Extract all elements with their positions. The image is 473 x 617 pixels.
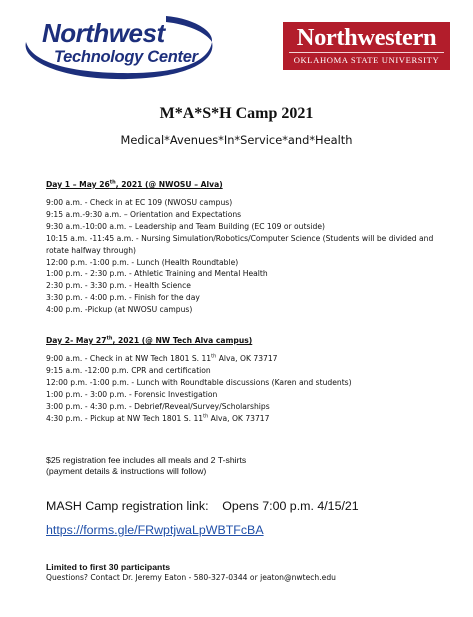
day1-heading-suffix: , 2021 (@ NWOSU – Alva) bbox=[115, 180, 223, 189]
list-item: 12:00 p.m. -1:00 p.m. - Lunch with Roundtable discussions (Karen and students) bbox=[46, 377, 352, 387]
logo-divider bbox=[289, 52, 444, 53]
logo-line-northwest: Northwest bbox=[42, 18, 165, 48]
list-item: 3:00 p.m. - 4:30 p.m. - Debrief/Reveal/Survey/Scholarships bbox=[46, 401, 270, 411]
participant-limit: Limited to first 30 participants bbox=[46, 562, 171, 572]
northwest-technology-center-logo bbox=[16, 12, 221, 87]
list-item: rotate halfway through) bbox=[46, 245, 136, 255]
logo-line-technology-center: Technology Center bbox=[54, 48, 198, 66]
list-item: 9:15 a.m.-9:30 a.m. – Orientation and Expectations bbox=[46, 209, 242, 219]
northwestern-logo bbox=[283, 22, 450, 70]
registration-opens: Opens 7:00 p.m. 4/15/21 bbox=[222, 499, 359, 513]
fee-line-1: $25 registration fee includes all meals and 2 T-shirts bbox=[46, 455, 247, 465]
day2-item1-suffix: Alva, OK 73717 bbox=[216, 354, 278, 363]
logo-line-northwestern: Northwestern bbox=[296, 24, 437, 51]
contact-questions: Questions? Contact Dr. Jeremy Eaton - 580-327-0344 or jeaton@nwtech.edu bbox=[46, 573, 336, 582]
day2-item-last-sup: th bbox=[203, 413, 209, 419]
registration-label: MASH Camp registration link: bbox=[46, 499, 209, 513]
registration-link[interactable]: https://forms.gle/FRwptjwaLpWBTFcBA bbox=[46, 523, 264, 537]
list-item bbox=[46, 353, 436, 365]
fee-line-2: (payment details & instructions will follow) bbox=[46, 466, 207, 476]
registration-line bbox=[46, 499, 446, 513]
list-item: 1:00 p.m. - 2:30 p.m. - Athletic Training and Mental Health bbox=[46, 269, 268, 279]
fee-note bbox=[46, 455, 426, 477]
day2-middle-items bbox=[46, 365, 436, 413]
day1-heading bbox=[46, 180, 436, 190]
page-subtitle: Medical*Avenues*In*Service*and*Health bbox=[120, 133, 353, 147]
list-item: 10:15 a.m. -11:45 a.m. - Nursing Simulation/Robotics/Computer Science (Students will be divided and bbox=[46, 233, 434, 243]
day2-heading-sup: th bbox=[106, 335, 113, 342]
day2-item-last-suffix: Alva, OK 73717 bbox=[208, 413, 270, 423]
day1-schedule-list bbox=[46, 197, 436, 316]
day2-item-last-prefix: 4:30 p.m. - Pickup at NW Tech 1801 S. 11 bbox=[46, 413, 204, 423]
list-item: 3:30 p.m. - 4:00 p.m. - Finish for the day bbox=[46, 293, 200, 303]
day2-heading bbox=[46, 336, 436, 346]
list-item: 1:00 p.m. - 3:00 p.m. - Forensic Investigation bbox=[46, 389, 218, 399]
day1-heading-sup: th bbox=[109, 179, 116, 186]
day2-item1-sup: th bbox=[211, 353, 217, 360]
list-item: 9:15 a.m. -12:00 p.m. CPR and certification bbox=[46, 365, 211, 375]
list-item: 2:30 p.m. - 3:30 p.m. - Health Science bbox=[46, 281, 191, 291]
day1-section bbox=[46, 180, 436, 316]
logo-line-osu: OKLAHOMA STATE UNIVERSITY bbox=[293, 55, 440, 65]
day2-heading-prefix: Day 2- May 27 bbox=[46, 336, 107, 345]
list-item: 9:30 a.m.-10:00 a.m. – Leadership and Team Building (EC 109 or outside) bbox=[46, 221, 325, 231]
list-item: 12:00 p.m. -1:00 p.m. - Lunch (Health Roundtable) bbox=[46, 257, 239, 267]
day2-item1-prefix: 9:00 a.m. - Check in at NW Tech 1801 S. 11 bbox=[46, 354, 212, 363]
day2-schedule-list bbox=[46, 353, 436, 424]
page-title: M*A*S*H Camp 2021 bbox=[159, 105, 314, 122]
list-item bbox=[46, 413, 436, 425]
day2-section bbox=[46, 336, 436, 424]
list-item: 9:00 a.m. - Check in at EC 109 (NWOSU campus) bbox=[46, 198, 233, 207]
day1-heading-prefix: Day 1 – May 26 bbox=[46, 180, 110, 189]
list-item: 4:00 p.m. -Pickup (at NWOSU campus) bbox=[46, 305, 193, 315]
day2-heading-suffix: , 2021 (@ NW Tech Alva campus) bbox=[112, 336, 253, 345]
